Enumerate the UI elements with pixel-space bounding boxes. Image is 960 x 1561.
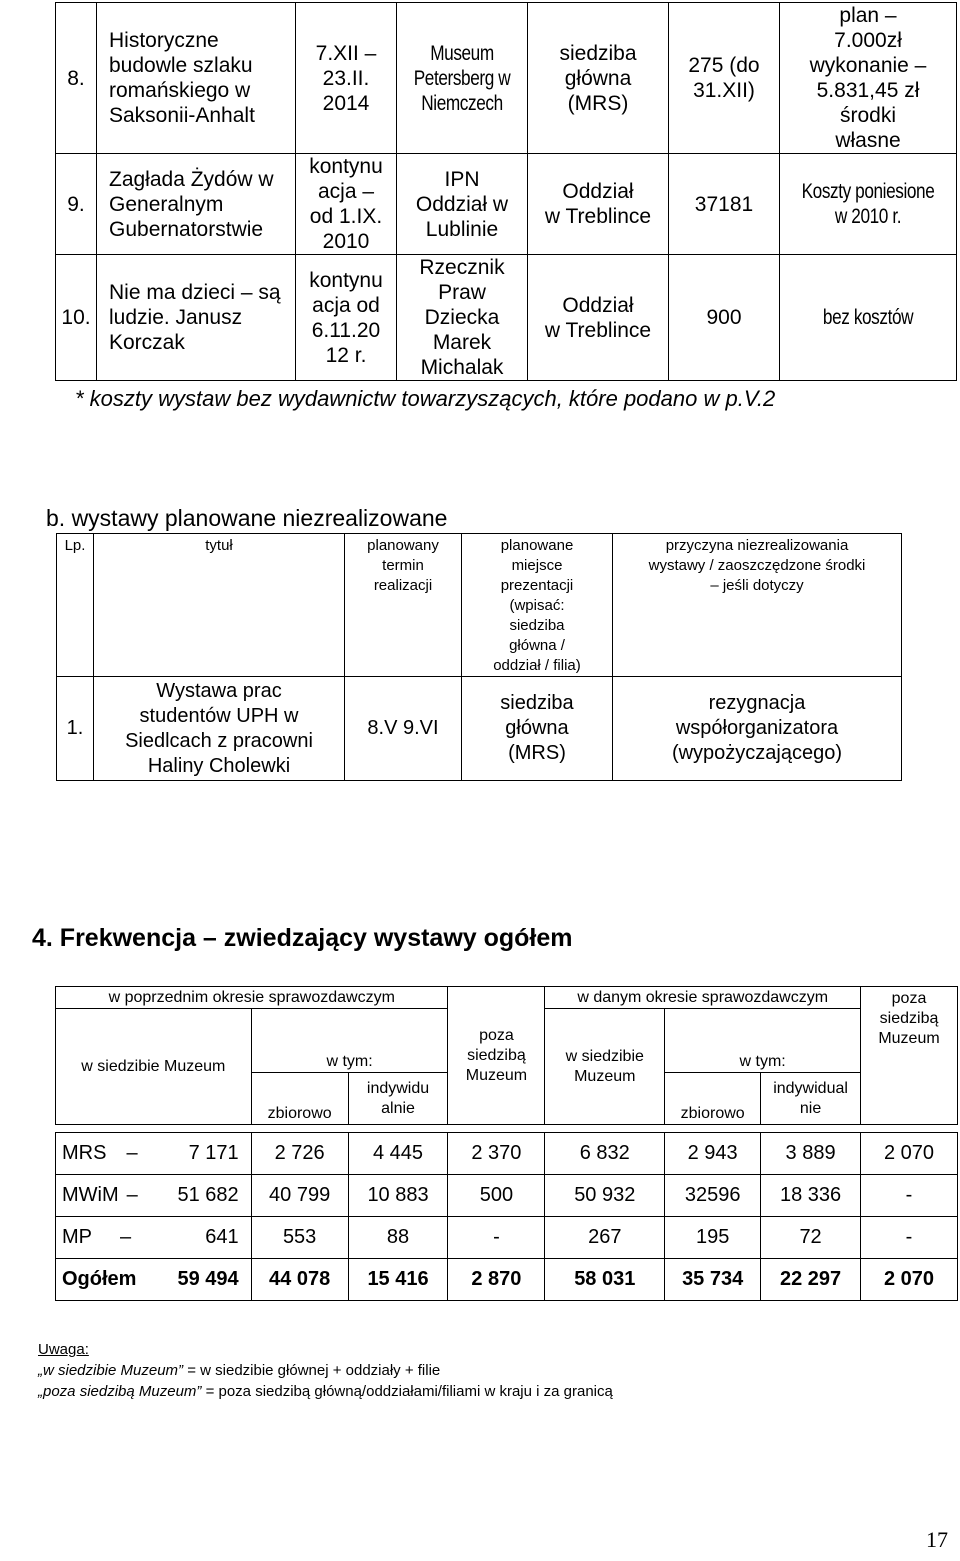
cell: 2 726 [251,1133,348,1175]
exhibition-costs: bez kosztów [780,255,957,381]
cell: 2 070 [861,1259,958,1301]
exhibition-visitors: 37181 [669,154,780,255]
header-place: planowane miejsce prezentacji (wpisać: siedziba główna / oddział / filia) [462,534,613,677]
cell: 2 070 [861,1133,958,1175]
header-in-museum: w siedzibie Muzeum [56,1009,252,1125]
cell: 2 370 [448,1133,545,1175]
row-label: Ogółem 59 494 [56,1259,252,1301]
planned-title: Wystawa prac studentów UPH w Siedlcach z pracowni Haliny Cholewki [94,677,345,781]
header-outside-museum-current: poza siedzibą Muzeum [861,987,958,1125]
table-header-row [57,534,902,677]
planned-exhibitions-table [56,533,902,781]
spacer-row [56,1125,958,1133]
exhibition-costs: plan – 7.000zł wykonanie – 5.831,45 zł środki własne [780,3,957,154]
cell: 58 031 [545,1259,665,1301]
header-individual: indywidu alnie [348,1073,448,1125]
cell: 6 832 [545,1133,665,1175]
exhibition-title: Historyczne budowle szlaku romańskiego w Saksonii-Anhalt [97,3,296,154]
cell: 15 416 [348,1259,448,1301]
exhibition-term: kontynu acja od 6.11.20 12 r. [296,255,397,381]
header-in-museum-current: w siedzibie Muzeum [545,1009,665,1125]
total-row [56,1259,958,1301]
exhibition-organizer: Museum Petersberg w Niemczech [397,3,528,154]
cell: 195 [665,1217,761,1259]
header-group-current: zbiorowo [665,1073,761,1125]
cell: 500 [448,1175,545,1217]
cell: 22 297 [761,1259,861,1301]
header-nr: Lp. [57,534,94,677]
note-line: „w siedzibie Muzeum” = w siedzibie głównej + oddziały + filie [38,1362,441,1379]
header-outside-museum: poza siedzibą Muzeum [448,987,545,1125]
cell: 2 870 [448,1259,545,1301]
costs-footnote: * koszty wystaw bez wydawnictw towarzyszących, które podano w p.V.2 [75,386,776,411]
row-label: MRS – 7 171 [56,1133,252,1175]
cell: 267 [545,1217,665,1259]
table-row [56,1133,958,1175]
row-number: 9. [56,154,97,255]
table-row [56,1217,958,1259]
cell: 72 [761,1217,861,1259]
cell: 10 883 [348,1175,448,1217]
planned-term: 8.V 9.VI [345,677,462,781]
cell: - [861,1175,958,1217]
cell: 50 932 [545,1175,665,1217]
header-prev-period: w poprzednim okresie sprawozdawczym [56,987,448,1009]
header-of-which-current: w tym: [665,1009,861,1073]
exhibition-place: siedziba główna (MRS) [528,3,669,154]
table-row [56,154,957,255]
cell: 2 943 [665,1133,761,1175]
table-row [57,677,902,781]
header-current-period: w danym okresie sprawozdawczym [545,987,861,1009]
exhibition-title: Nie ma dzieci – są ludzie. Janusz Korczak [97,255,296,381]
exhibition-organizer: IPN Oddział w Lublinie [397,154,528,255]
exhibition-visitors: 275 (do 31.XII) [669,3,780,154]
attendance-table [55,986,958,1301]
cell: - [448,1217,545,1259]
page-number: 17 [926,1527,948,1552]
header-group: zbiorowo [251,1073,348,1125]
cell: 18 336 [761,1175,861,1217]
cell: 88 [348,1217,448,1259]
cell: 4 445 [348,1133,448,1175]
table-row [56,255,957,381]
notes-title: Uwaga: [38,1341,89,1358]
exhibition-term: kontynu acja – od 1.IX. 2010 [296,154,397,255]
cell: 44 078 [251,1259,348,1301]
exhibition-term: 7.XII – 23.II. 2014 [296,3,397,154]
exhibition-place: Oddział w Treblince [528,255,669,381]
planned-reason: rezygnacja współorganizatora (wypożyczającego) [613,677,902,781]
cell: 40 799 [251,1175,348,1217]
row-number: 8. [56,3,97,154]
header-individual-current: indywidual nie [761,1073,861,1125]
cell: 3 889 [761,1133,861,1175]
cell: 32596 [665,1175,761,1217]
header-of-which: w tym: [251,1009,448,1073]
table-header-row [56,987,958,1009]
header-reason: przyczyna niezrealizowania wystawy / zaoszczędzone środki – jeśli dotyczy [613,534,902,677]
table-row [56,3,957,154]
planned-place: siedziba główna (MRS) [462,677,613,781]
header-title: tytuł [94,534,345,677]
row-number: 10. [56,255,97,381]
section-b-heading: b. wystawy planowane niezrealizowane [46,505,448,531]
cell: 553 [251,1217,348,1259]
notes [38,1339,613,1402]
table-row [56,1175,958,1217]
exhibition-visitors: 900 [669,255,780,381]
exhibition-organizer: Rzecznik Praw Dziecka Marek Michalak [397,255,528,381]
cell: - [861,1217,958,1259]
exhibition-costs: Koszty poniesione w 2010 r. [780,154,957,255]
section-4-heading: 4. Frekwencja – zwiedzający wystawy ogółem [32,924,573,952]
header-term: planowany termin realizacji [345,534,462,677]
row-number: 1. [57,677,94,781]
exhibitions-table [55,2,957,381]
row-label: MP – 641 [56,1217,252,1259]
exhibition-title: Zagłada Żydów w Generalnym Gubernatorstwie [97,154,296,255]
cell: 35 734 [665,1259,761,1301]
note-line: „poza siedzibą Muzeum” = poza siedzibą główną/oddziałami/filiami w kraju i za granicą [38,1383,613,1400]
row-label: MWiM – 51 682 [56,1175,252,1217]
exhibition-place: Oddział w Treblince [528,154,669,255]
